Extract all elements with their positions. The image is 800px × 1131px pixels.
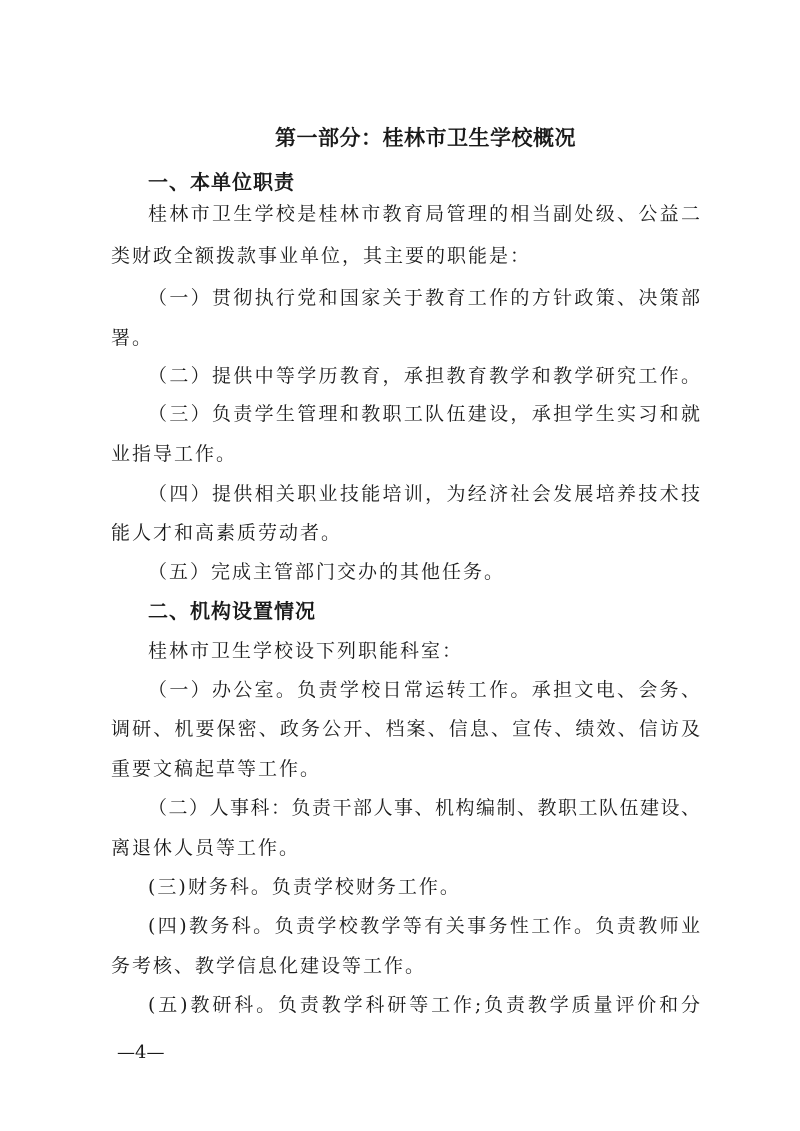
duty-item-1-line: （一）贯彻执行党和国家关于教育工作的方针政策、决策部	[148, 287, 700, 309]
paragraph-line: 类财政全额拨款事业单位，其主要的职能是：	[111, 245, 532, 267]
duty-item-5-line: （五）完成主管部门交办的其他任务。	[148, 561, 506, 583]
office-item-1-line: 调研、机要保密、政务公开、档案、信息、宣传、绩效、信访及	[111, 718, 700, 740]
office-item-5-line: (五)教研科。负责教学科研等工作;负责教学质量评价和分	[148, 994, 700, 1016]
office-item-4-line: 务考核、教学信息化建设等工作。	[111, 955, 427, 977]
duty-item-1-line: 署。	[111, 327, 154, 349]
office-item-3-line: (三)财务科。负责学校财务工作。	[148, 876, 461, 898]
duty-item-4-line: （四）提供相关职业技能培训，为经济社会发展培养技术技	[148, 483, 700, 505]
office-item-2-line: 离退休人员等工作。	[111, 837, 301, 859]
section-heading-organization: 二、机构设置情况	[148, 599, 316, 623]
office-item-1-line: （一）办公室。负责学校日常运转工作。承担文电、会务、	[148, 679, 700, 701]
duty-item-3-line: （三）负责学生管理和教职工队伍建设，承担学生实习和就	[148, 403, 700, 425]
duty-item-3-line: 业指导工作。	[111, 443, 238, 465]
office-item-4-line: (四)教务科。负责学校教学等有关事务性工作。负责教师业	[148, 915, 700, 937]
page-title: 第一部分：桂林市卫生学校概况	[275, 126, 576, 150]
duty-item-2-line: （二）提供中等学历教育，承担教育教学和教学研究工作。	[148, 365, 700, 387]
section-heading-duties: 一、本单位职责	[148, 170, 295, 194]
page-number: —4—	[117, 1042, 165, 1063]
duty-item-4-line: 能人才和高素质劳动者。	[111, 522, 343, 544]
paragraph-line: 桂林市卫生学校设下列职能科室：	[148, 640, 464, 662]
paragraph-line: 桂林市卫生学校是桂林市教育局管理的相当副处级、公益二	[148, 203, 700, 225]
office-item-2-line: （二）人事科：负责干部人事、机构编制、教职工队伍建设、	[148, 797, 700, 819]
office-item-1-line: 重要文稿起草等工作。	[111, 758, 322, 780]
